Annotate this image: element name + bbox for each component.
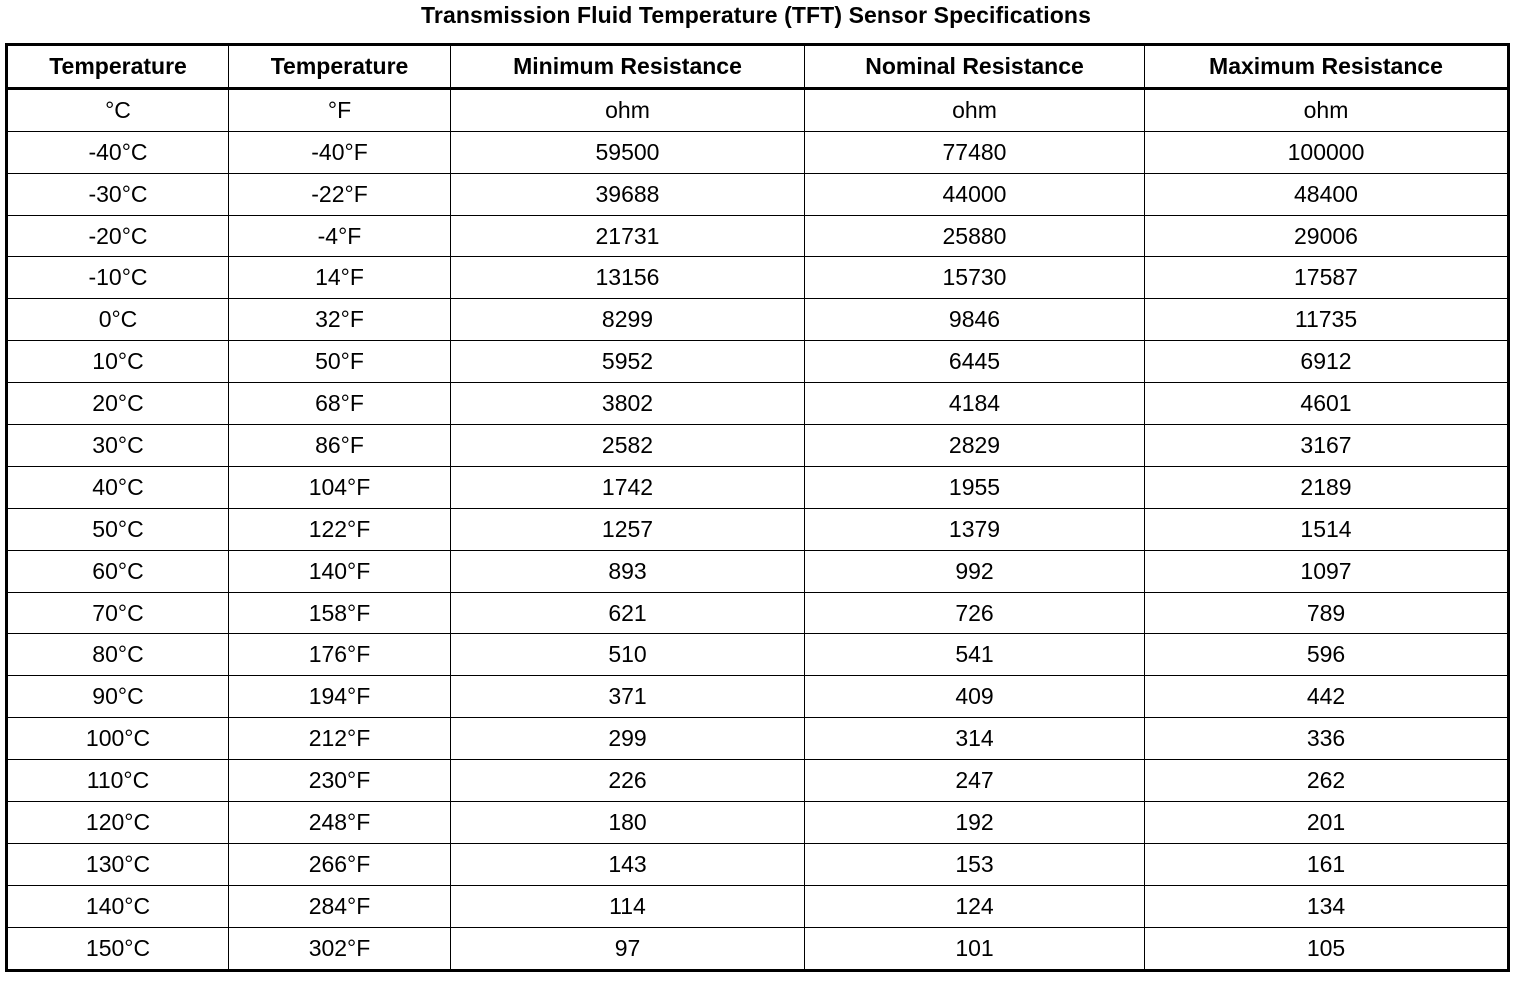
- cell-nominal-resistance: 726: [805, 592, 1145, 634]
- cell-temp-c: 150°C: [7, 927, 229, 970]
- cell-temp-c: 80°C: [7, 634, 229, 676]
- cell-temp-f: -4°F: [229, 215, 451, 257]
- cell-max-resistance: 134: [1145, 885, 1509, 927]
- header-temperature-c: Temperature: [7, 45, 229, 89]
- header-row: [7, 45, 1509, 89]
- cell-min-resistance: 59500: [451, 131, 805, 173]
- cell-temp-f: 104°F: [229, 466, 451, 508]
- cell-min-resistance: 180: [451, 802, 805, 844]
- cell-max-resistance: 596: [1145, 634, 1509, 676]
- cell-min-resistance: 1257: [451, 508, 805, 550]
- unit-ohm-nominal: ohm: [805, 88, 1145, 131]
- cell-min-resistance: 21731: [451, 215, 805, 257]
- table-body: [7, 131, 1509, 970]
- cell-temp-c: 10°C: [7, 341, 229, 383]
- header-nominal-resistance: Nominal Resistance: [805, 45, 1145, 89]
- cell-min-resistance: 143: [451, 843, 805, 885]
- cell-min-resistance: 97: [451, 927, 805, 970]
- cell-nominal-resistance: 101: [805, 927, 1145, 970]
- cell-max-resistance: 1514: [1145, 508, 1509, 550]
- cell-max-resistance: 201: [1145, 802, 1509, 844]
- unit-ohm-max: ohm: [1145, 88, 1509, 131]
- cell-max-resistance: 442: [1145, 676, 1509, 718]
- cell-nominal-resistance: 409: [805, 676, 1145, 718]
- cell-max-resistance: 3167: [1145, 425, 1509, 467]
- table-row: [7, 676, 1509, 718]
- cell-nominal-resistance: 6445: [805, 341, 1145, 383]
- cell-min-resistance: 13156: [451, 257, 805, 299]
- cell-temp-c: 40°C: [7, 466, 229, 508]
- cell-max-resistance: 48400: [1145, 173, 1509, 215]
- cell-max-resistance: 2189: [1145, 466, 1509, 508]
- cell-temp-f: 194°F: [229, 676, 451, 718]
- cell-min-resistance: 114: [451, 885, 805, 927]
- cell-temp-f: -22°F: [229, 173, 451, 215]
- cell-max-resistance: 17587: [1145, 257, 1509, 299]
- cell-max-resistance: 29006: [1145, 215, 1509, 257]
- cell-temp-f: 212°F: [229, 718, 451, 760]
- table-row: [7, 341, 1509, 383]
- cell-temp-f: 302°F: [229, 927, 451, 970]
- cell-temp-f: 32°F: [229, 299, 451, 341]
- table-row: [7, 843, 1509, 885]
- cell-min-resistance: 299: [451, 718, 805, 760]
- cell-temp-c: 60°C: [7, 550, 229, 592]
- cell-temp-c: 20°C: [7, 383, 229, 425]
- cell-nominal-resistance: 1955: [805, 466, 1145, 508]
- table-row: [7, 927, 1509, 970]
- cell-min-resistance: 39688: [451, 173, 805, 215]
- table-row: [7, 508, 1509, 550]
- cell-temp-f: 284°F: [229, 885, 451, 927]
- cell-min-resistance: 621: [451, 592, 805, 634]
- cell-temp-c: 70°C: [7, 592, 229, 634]
- unit-ohm-min: ohm: [451, 88, 805, 131]
- cell-temp-c: 50°C: [7, 508, 229, 550]
- cell-nominal-resistance: 25880: [805, 215, 1145, 257]
- cell-max-resistance: 105: [1145, 927, 1509, 970]
- cell-temp-f: 158°F: [229, 592, 451, 634]
- table-row: [7, 425, 1509, 467]
- table-row: [7, 802, 1509, 844]
- tft-spec-table: [5, 43, 1510, 972]
- unit-celsius: °C: [7, 88, 229, 131]
- cell-temp-f: 176°F: [229, 634, 451, 676]
- table-row: [7, 299, 1509, 341]
- cell-temp-c: -40°C: [7, 131, 229, 173]
- table-title: Transmission Fluid Temperature (TFT) Sensor Specifications: [421, 2, 1091, 28]
- units-row: [7, 88, 1509, 131]
- cell-nominal-resistance: 9846: [805, 299, 1145, 341]
- header-maximum-resistance: Maximum Resistance: [1145, 45, 1509, 89]
- cell-temp-c: 110°C: [7, 760, 229, 802]
- cell-nominal-resistance: 314: [805, 718, 1145, 760]
- cell-temp-c: -10°C: [7, 257, 229, 299]
- cell-nominal-resistance: 77480: [805, 131, 1145, 173]
- cell-min-resistance: 3802: [451, 383, 805, 425]
- cell-max-resistance: 262: [1145, 760, 1509, 802]
- cell-nominal-resistance: 153: [805, 843, 1145, 885]
- cell-temp-c: 130°C: [7, 843, 229, 885]
- header-minimum-resistance: Minimum Resistance: [451, 45, 805, 89]
- cell-min-resistance: 1742: [451, 466, 805, 508]
- cell-temp-c: 30°C: [7, 425, 229, 467]
- cell-temp-f: 266°F: [229, 843, 451, 885]
- header-temperature-f: Temperature: [229, 45, 451, 89]
- cell-max-resistance: 161: [1145, 843, 1509, 885]
- cell-nominal-resistance: 541: [805, 634, 1145, 676]
- cell-temp-f: -40°F: [229, 131, 451, 173]
- cell-min-resistance: 2582: [451, 425, 805, 467]
- cell-max-resistance: 4601: [1145, 383, 1509, 425]
- table-row: [7, 257, 1509, 299]
- cell-nominal-resistance: 44000: [805, 173, 1145, 215]
- cell-temp-c: 140°C: [7, 885, 229, 927]
- cell-nominal-resistance: 4184: [805, 383, 1145, 425]
- table-row: [7, 466, 1509, 508]
- cell-nominal-resistance: 1379: [805, 508, 1145, 550]
- table-row: [7, 131, 1509, 173]
- table-row: [7, 760, 1509, 802]
- cell-temp-f: 122°F: [229, 508, 451, 550]
- cell-max-resistance: 789: [1145, 592, 1509, 634]
- cell-temp-f: 14°F: [229, 257, 451, 299]
- table-row: [7, 173, 1509, 215]
- cell-min-resistance: 371: [451, 676, 805, 718]
- table-row: [7, 718, 1509, 760]
- cell-nominal-resistance: 124: [805, 885, 1145, 927]
- cell-nominal-resistance: 992: [805, 550, 1145, 592]
- cell-nominal-resistance: 15730: [805, 257, 1145, 299]
- cell-temp-f: 68°F: [229, 383, 451, 425]
- cell-temp-c: 120°C: [7, 802, 229, 844]
- cell-temp-f: 86°F: [229, 425, 451, 467]
- table-row: [7, 592, 1509, 634]
- cell-max-resistance: 1097: [1145, 550, 1509, 592]
- cell-nominal-resistance: 2829: [805, 425, 1145, 467]
- cell-min-resistance: 5952: [451, 341, 805, 383]
- cell-max-resistance: 100000: [1145, 131, 1509, 173]
- cell-temp-c: 100°C: [7, 718, 229, 760]
- cell-temp-c: -20°C: [7, 215, 229, 257]
- cell-min-resistance: 510: [451, 634, 805, 676]
- cell-min-resistance: 226: [451, 760, 805, 802]
- cell-min-resistance: 8299: [451, 299, 805, 341]
- cell-temp-c: 90°C: [7, 676, 229, 718]
- cell-max-resistance: 6912: [1145, 341, 1509, 383]
- table-row: [7, 383, 1509, 425]
- table-row: [7, 215, 1509, 257]
- cell-max-resistance: 336: [1145, 718, 1509, 760]
- cell-temp-c: -30°C: [7, 173, 229, 215]
- cell-temp-c: 0°C: [7, 299, 229, 341]
- cell-temp-f: 248°F: [229, 802, 451, 844]
- cell-max-resistance: 11735: [1145, 299, 1509, 341]
- unit-fahrenheit: °F: [229, 88, 451, 131]
- table-row: [7, 885, 1509, 927]
- cell-temp-f: 50°F: [229, 341, 451, 383]
- cell-temp-f: 140°F: [229, 550, 451, 592]
- cell-nominal-resistance: 192: [805, 802, 1145, 844]
- cell-min-resistance: 893: [451, 550, 805, 592]
- cell-temp-f: 230°F: [229, 760, 451, 802]
- cell-nominal-resistance: 247: [805, 760, 1145, 802]
- table-row: [7, 634, 1509, 676]
- table-row: [7, 550, 1509, 592]
